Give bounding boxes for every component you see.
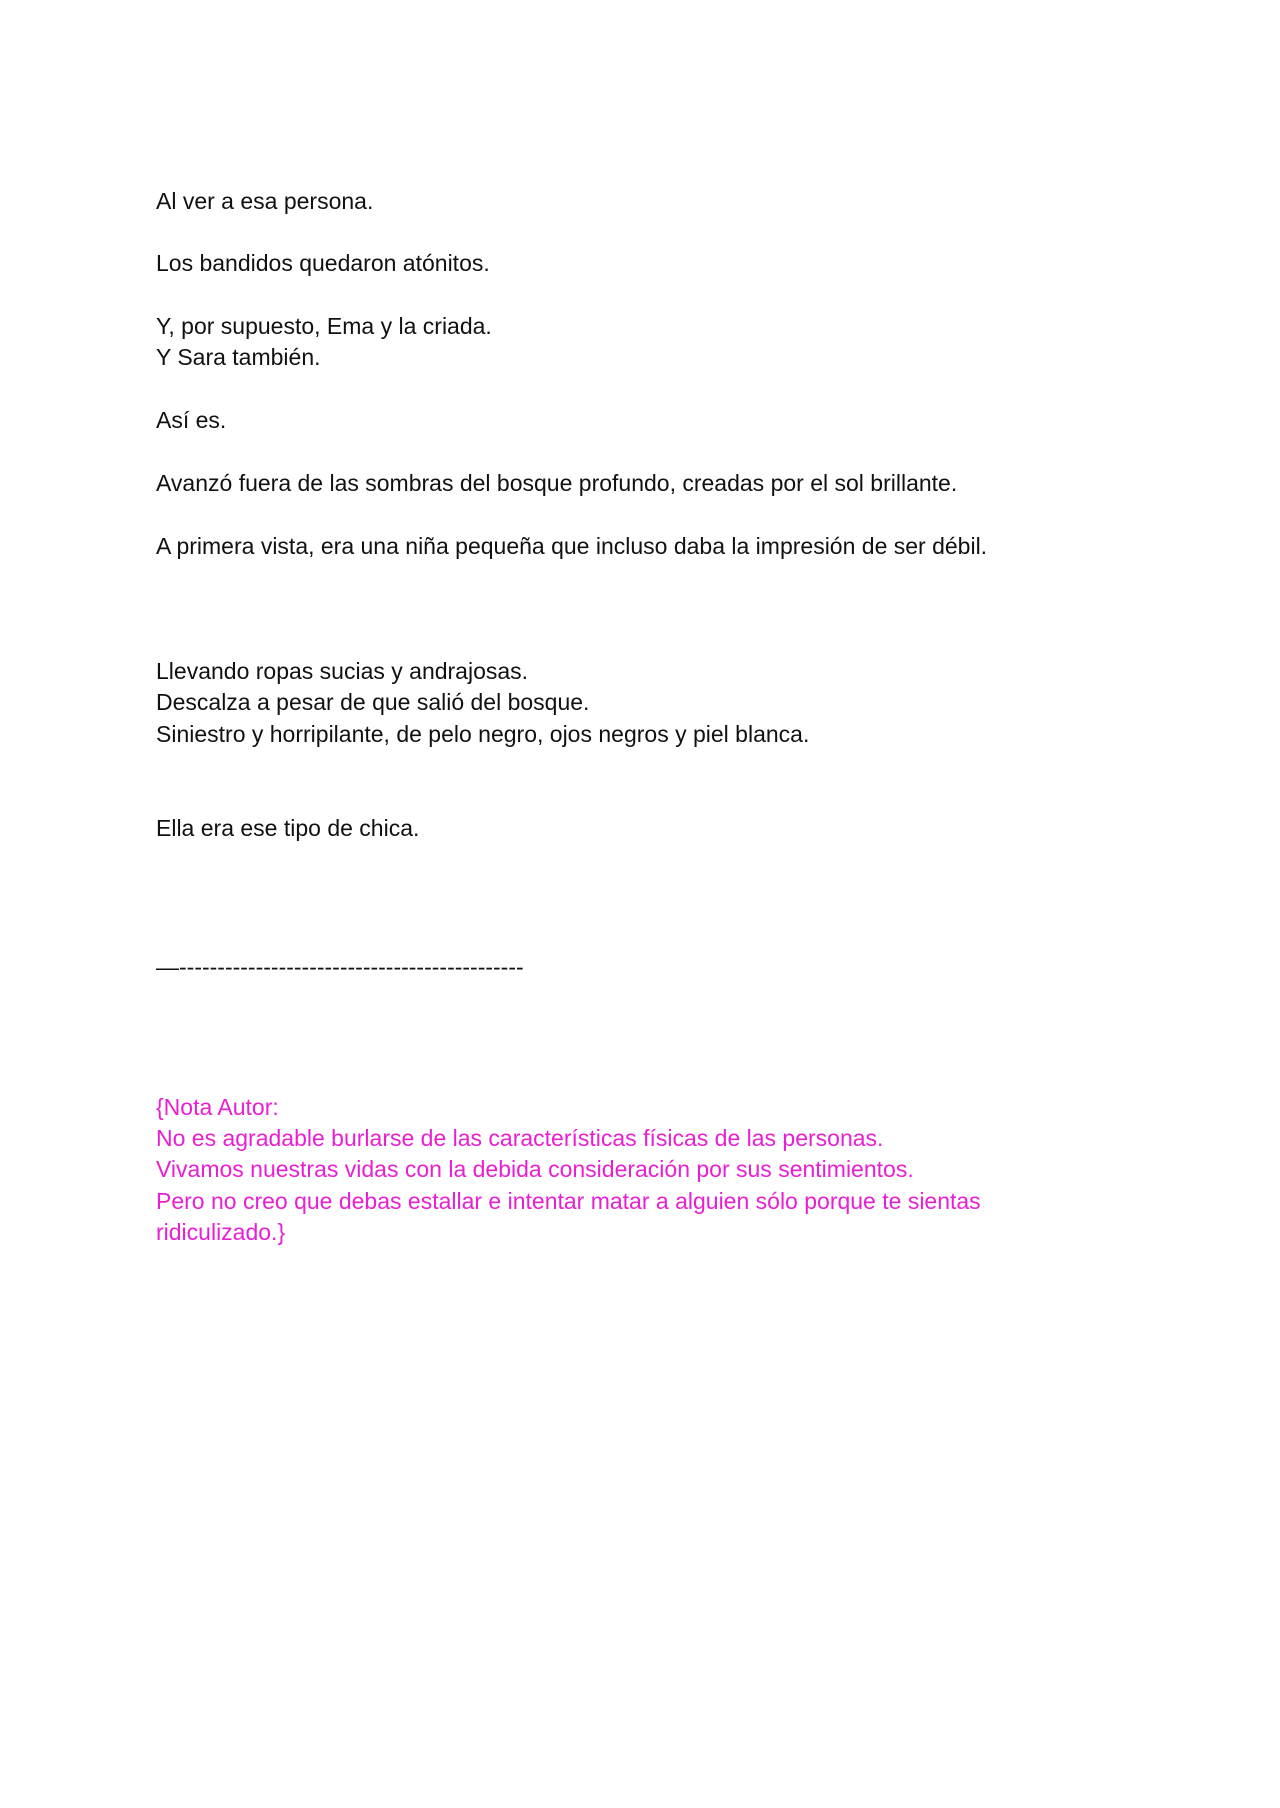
author-note-line: {Nota Autor: (156, 1094, 279, 1120)
story-line: Descalza a pesar de que salió del bosque. (156, 689, 590, 715)
story-line: Llevando ropas sucias y andrajosas. (156, 658, 529, 684)
story-line: Y Sara también. (156, 344, 321, 370)
author-note-line: Vivamos nuestras vidas con la debida consideración por sus sentimientos. (156, 1156, 914, 1182)
story-line: A primera vista, era una niña pequeña que incluso daba la impresión de ser débil. (156, 533, 988, 559)
author-note-line: ridiculizado.} (156, 1219, 286, 1245)
section-separator: —--------------------------------------------- (156, 954, 524, 980)
story-line: Siniestro y horripilante, de pelo negro, ojos negros y piel blanca. (156, 721, 810, 747)
story-line: Y, por supuesto, Ema y la criada. (156, 313, 492, 339)
author-note-line: Pero no creo que debas estallar e intentar matar a alguien sólo porque te sientas (156, 1188, 981, 1214)
story-line: Los bandidos quedaron atónitos. (156, 250, 490, 276)
author-note-line: No es agradable burlarse de las características físicas de las personas. (156, 1125, 884, 1151)
story-line: Así es. (156, 407, 227, 433)
story-line: Avanzó fuera de las sombras del bosque profundo, creadas por el sol brillante. (156, 470, 958, 496)
story-line: Ella era ese tipo de chica. (156, 815, 420, 841)
story-line: Al ver a esa persona. (156, 188, 374, 214)
